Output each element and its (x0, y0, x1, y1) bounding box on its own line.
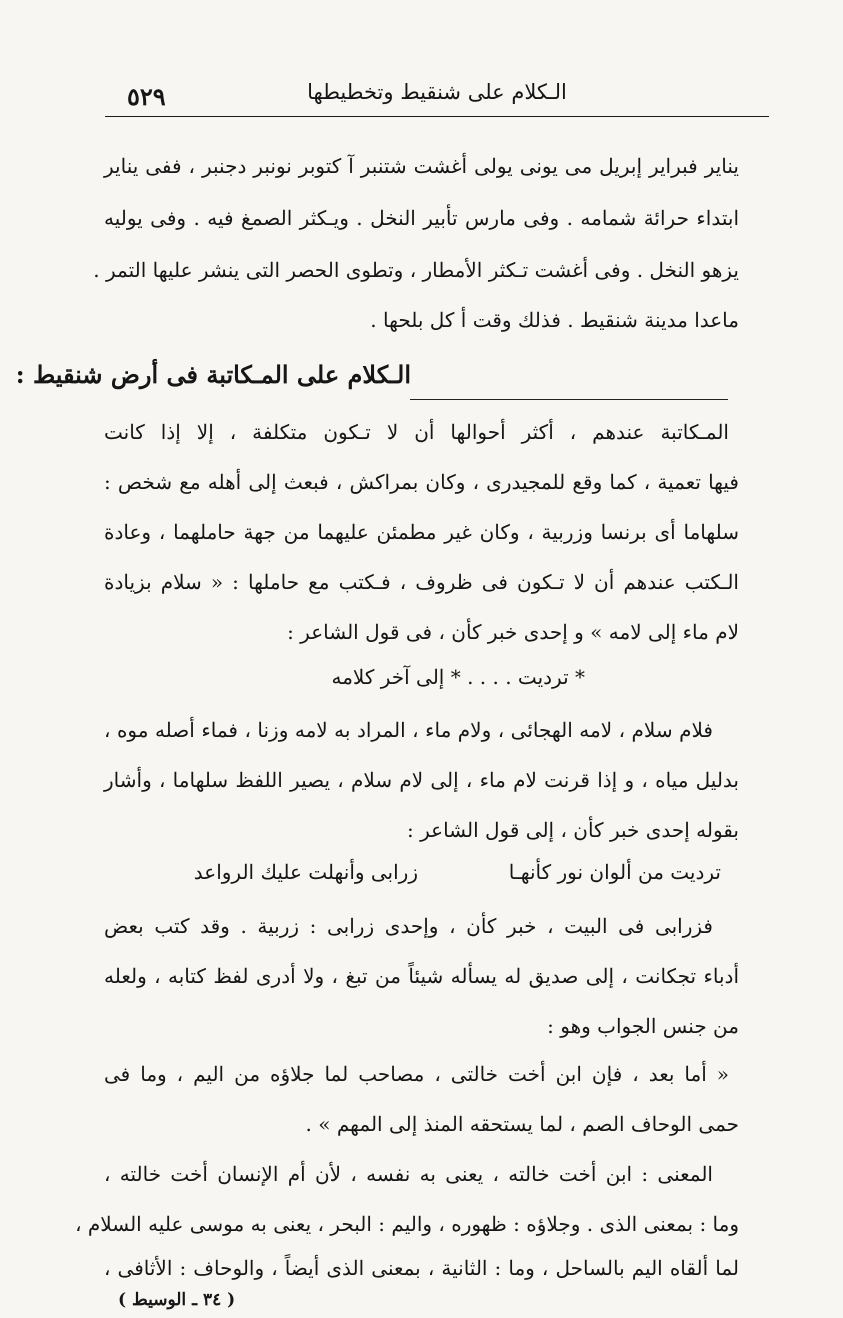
text-line: ماعدا مدينة شنقيط . فذلك وقت أ كل بلحها . (370, 308, 739, 332)
verse-fragment: * ترديت . . . . * إلى آخر كلامه (331, 665, 585, 689)
text-line: بدليل مياه ، و إذا قرنت لام ماء ، إلى لام سلام ، يصير اللفظ سلهاما ، وأشار (104, 768, 739, 792)
quoted-line: حمى الوحاف الصم ، لما يستحقه المنذ إلى المهم » . (305, 1112, 739, 1136)
header-rule (105, 116, 769, 117)
text-line: وما : بمعنى الذى . وجلاؤه : ظهوره ، واليم : البحر ، يعنى به موسى عليه السلام ، (75, 1212, 739, 1236)
verse-first-hemistich: ترديت من ألوان نور كأنهـا (508, 860, 721, 884)
text-line: فيها تعمية ، كما وقع للمجيدرى ، وكان بمراكش ، فبعث إلى أهله مع شخص : (104, 470, 739, 494)
text-line: فلام سلام ، لامه الهجائى ، ولام ماء ، المراد به لامه وزنا ، فماء أصله موه ، (104, 718, 713, 742)
section-title-underline (410, 399, 728, 400)
text-line: الـكتب عندهم أن لا تـكون فى ظروف ، فـكتب مع حاملها : « سلام بزيادة (104, 570, 739, 594)
page-number: ٥٢٩ (127, 82, 166, 111)
footer-signature: ( ٣٤ ـ الوسيط ) (118, 1290, 236, 1310)
text-line: يزهو النخل . وفى أغشت تـكثر الأمطار ، وتطوى الحصر التى ينشر عليها التمر . (93, 258, 739, 282)
quoted-line: « أما بعد ، فإن ابن أخت خالتى ، مصاحب لما جلاؤه من اليم ، وما فى (104, 1062, 729, 1086)
text-line: أدباء تجكانت ، إلى صديق له يسأله شيئاً من تبغ ، ولا أدرى لفظ كتابه ، ولعله (104, 964, 739, 988)
text-line: فزرابى فى البيت ، خبر كأن ، وإحدى زرابى : زربية . وقد كتب بعض (104, 914, 713, 938)
text-line: سلهاما أى برنسا وزربية ، وكان غير مطمئن عليهما من جهة حاملهما ، وعادة (104, 520, 739, 544)
page-header (105, 78, 769, 114)
running-title: الـكلام على شنقيط وتخطيطها (307, 80, 567, 104)
text-line: المـكاتبة عندهم ، أكثر أحوالها أن لا تـكون متكلفة ، إلا إذا كانت (104, 420, 729, 444)
text-line: بقوله إحدى خبر كأن ، إلى قول الشاعر : (407, 818, 739, 842)
text-line: ابتداء حرائة شمامه . وفى مارس تأبير النخل . ويـكثر الصمغ فيه . وفى يوليه (104, 206, 739, 230)
text-line: لام ماء إلى لامه » و إحدى خبر كأن ، فى قول الشاعر : (287, 620, 739, 644)
text-line: من جنس الجواب وهو : (547, 1014, 739, 1038)
verse-second-hemistich: زرابى وأنهلت عليك الرواعد (193, 860, 418, 884)
text-line: المعنى : ابن أخت خالته ، يعنى به نفسه ، لأن أم الإنسان أخت خالته ، (104, 1162, 713, 1186)
section-title: الـكلام على المـكاتبة فى أرض شنقيط : (15, 360, 411, 389)
text-line: يناير فبراير إبريل مى يونى يولى أغشت شتنبر آ كتوبر نونبر دجنبر ، ففى يناير (104, 154, 739, 178)
text-line: لما ألقاه اليم بالساحل ، وما : الثانية ، بمعنى الذى أيضاً ، والوحاف : الأثافى ، (104, 1256, 739, 1280)
